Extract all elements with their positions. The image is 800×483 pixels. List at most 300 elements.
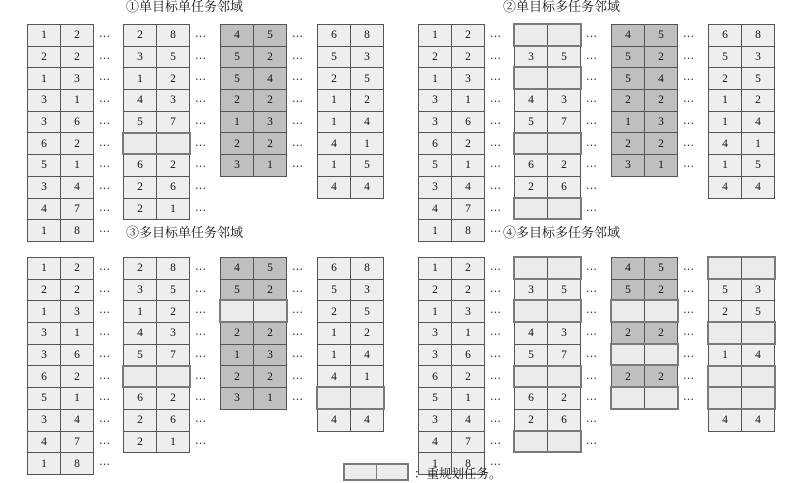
task-cell: 2 [419, 279, 452, 301]
task-cell: 3 [742, 279, 775, 301]
ellipsis: … [99, 411, 111, 425]
task-cell: 4 [515, 90, 548, 112]
grid-row [419, 409, 485, 431]
grid-row [221, 258, 287, 280]
grid-row [318, 366, 384, 388]
task-cell: 6 [419, 366, 452, 388]
ellipsis: … [99, 303, 111, 317]
task-cell: 3 [28, 323, 61, 345]
grid-row [515, 279, 581, 301]
task-cell: 4 [351, 111, 384, 133]
task-cell: 5 [221, 279, 254, 301]
grid-panel3-col3 [220, 257, 287, 410]
grid-row [318, 46, 384, 68]
grid-row [318, 258, 384, 280]
task-cell: 1 [351, 133, 384, 155]
grid-row [28, 111, 94, 133]
task-cell: 3 [28, 90, 61, 112]
grid-row [28, 176, 94, 198]
ellipsis: … [490, 433, 502, 447]
task-cell: 1 [318, 111, 351, 133]
task-cell: 3 [452, 68, 485, 90]
ellipsis: … [490, 135, 502, 149]
ellipsis: … [99, 433, 111, 447]
ellipsis: … [292, 303, 304, 317]
grid-row [419, 68, 485, 90]
task-cell: 7 [548, 111, 581, 133]
task-cell: 1 [254, 155, 287, 177]
grid-row [419, 301, 485, 323]
grid-row [124, 344, 190, 366]
task-cell: 2 [452, 366, 485, 388]
task-cell: 2 [318, 68, 351, 90]
task-cell: 5 [351, 301, 384, 323]
ellipsis: … [99, 135, 111, 149]
ellipsis: … [490, 346, 502, 360]
ellipsis: … [683, 135, 695, 149]
ellipsis: … [99, 48, 111, 62]
task-cell: 1 [61, 90, 94, 112]
replan-cell [548, 431, 581, 453]
task-cell: 2 [645, 279, 678, 301]
ellipsis: … [490, 281, 502, 295]
ellipsis: … [99, 325, 111, 339]
task-cell: 5 [157, 46, 190, 68]
ellipsis: … [292, 390, 304, 404]
task-cell: 1 [351, 366, 384, 388]
grid-row [419, 366, 485, 388]
task-cell: 4 [645, 68, 678, 90]
grid-row [221, 25, 287, 47]
panel-title-2: ②单目标多任务邻域 [503, 0, 621, 15]
task-cell: 3 [742, 46, 775, 68]
grid-panel1-col4 [317, 24, 384, 199]
task-cell: 6 [452, 111, 485, 133]
grid-row [612, 366, 678, 388]
task-cell: 7 [61, 198, 94, 220]
task-cell: 3 [419, 323, 452, 345]
grid-row [318, 409, 384, 431]
task-cell: 5 [709, 279, 742, 301]
grid-panel4-col1 [418, 257, 485, 475]
task-cell: 2 [612, 323, 645, 345]
task-cell: 3 [515, 46, 548, 68]
task-cell: 1 [709, 111, 742, 133]
grid-row [515, 133, 581, 155]
ellipsis: … [586, 303, 598, 317]
task-cell: 2 [157, 301, 190, 323]
task-cell: 1 [221, 111, 254, 133]
ellipsis: … [195, 325, 207, 339]
ellipsis: … [586, 368, 598, 382]
ellipsis: … [490, 260, 502, 273]
task-cell: 5 [351, 68, 384, 90]
grid-row [318, 111, 384, 133]
replan-cell [515, 258, 548, 280]
grid-row [221, 323, 287, 345]
grid-row [28, 323, 94, 345]
grid-row [515, 155, 581, 177]
ellipsis: … [292, 70, 304, 84]
grid-row [318, 25, 384, 47]
task-cell: 1 [124, 301, 157, 323]
grid-row [612, 25, 678, 47]
grid-row [419, 258, 485, 280]
task-cell: 2 [515, 176, 548, 198]
task-cell: 1 [452, 155, 485, 177]
grid-row [221, 301, 287, 323]
task-cell: 3 [419, 344, 452, 366]
replan-cell [515, 68, 548, 90]
task-cell: 2 [124, 176, 157, 198]
replan-cell [157, 366, 190, 388]
ellipsis: … [683, 70, 695, 84]
ellipsis: … [195, 411, 207, 425]
task-cell: 6 [124, 155, 157, 177]
grid-row [709, 301, 775, 323]
grid-row [221, 68, 287, 90]
grid-row [709, 25, 775, 47]
ellipsis: … [683, 390, 695, 404]
task-cell: 2 [254, 323, 287, 345]
replan-cell [612, 388, 645, 410]
grid-row [709, 279, 775, 301]
grid-row [612, 258, 678, 280]
task-cell: 3 [124, 279, 157, 301]
grid-row [28, 155, 94, 177]
grid-row [124, 133, 190, 155]
task-cell: 2 [254, 366, 287, 388]
task-cell: 2 [221, 90, 254, 112]
task-cell: 3 [548, 90, 581, 112]
task-cell: 2 [221, 133, 254, 155]
ellipsis: … [292, 260, 304, 273]
legend-replan-swatch [343, 463, 409, 481]
grid-row [515, 176, 581, 198]
task-cell: 2 [709, 68, 742, 90]
task-cell: 5 [124, 344, 157, 366]
task-cell: 4 [612, 25, 645, 47]
grid-row [709, 111, 775, 133]
ellipsis: … [292, 325, 304, 339]
replan-cell [548, 68, 581, 90]
grid-row [124, 46, 190, 68]
grid-row [28, 409, 94, 431]
replan-cell [515, 366, 548, 388]
grid-row [124, 176, 190, 198]
task-cell: 5 [742, 301, 775, 323]
replan-cell [515, 431, 548, 453]
grid-row [318, 176, 384, 198]
task-cell: 2 [61, 46, 94, 68]
ellipsis: … [99, 27, 111, 40]
grid-row [612, 133, 678, 155]
task-cell: 1 [419, 220, 452, 242]
task-cell: 1 [419, 301, 452, 323]
grid-row [124, 279, 190, 301]
task-cell: 5 [28, 155, 61, 177]
task-cell: 2 [124, 25, 157, 47]
grid-row [419, 388, 485, 410]
task-cell: 6 [548, 409, 581, 431]
task-cell: 1 [742, 133, 775, 155]
replan-cell [318, 388, 351, 410]
grid-row [515, 431, 581, 453]
grid-row [28, 68, 94, 90]
task-cell: 1 [61, 155, 94, 177]
task-cell: 5 [221, 68, 254, 90]
task-cell: 7 [61, 431, 94, 453]
ellipsis: … [490, 222, 502, 236]
task-cell: 4 [61, 176, 94, 198]
task-cell: 3 [254, 344, 287, 366]
task-cell: 8 [157, 258, 190, 280]
task-cell: 7 [548, 344, 581, 366]
ellipsis: … [99, 390, 111, 404]
grid-panel4-col3 [611, 257, 678, 410]
grid-row [515, 258, 581, 280]
ellipsis: … [490, 27, 502, 40]
replan-cell [221, 301, 254, 323]
ellipsis: … [586, 433, 598, 447]
grid-row [318, 323, 384, 345]
grid-row [612, 155, 678, 177]
task-cell: 1 [318, 155, 351, 177]
grid-row [515, 344, 581, 366]
task-cell: 4 [742, 176, 775, 198]
task-cell: 4 [124, 90, 157, 112]
grid-row [28, 133, 94, 155]
task-cell: 1 [318, 323, 351, 345]
task-cell: 4 [612, 258, 645, 280]
grid-row [28, 220, 94, 242]
grid-panel2-col1 [418, 24, 485, 242]
task-cell: 5 [548, 46, 581, 68]
grid-row [612, 90, 678, 112]
grid-row [318, 279, 384, 301]
task-cell: 2 [452, 279, 485, 301]
ellipsis: … [683, 368, 695, 382]
task-cell: 3 [221, 388, 254, 410]
task-cell: 6 [419, 133, 452, 155]
task-cell: 4 [709, 409, 742, 431]
ellipsis: … [586, 113, 598, 127]
task-cell: 4 [515, 323, 548, 345]
grid-panel1-col3 [220, 24, 287, 177]
ellipsis: … [490, 455, 502, 469]
grid-row [124, 25, 190, 47]
task-cell: 2 [61, 279, 94, 301]
grid-row [318, 301, 384, 323]
replan-cell [351, 388, 384, 410]
ellipsis: … [490, 48, 502, 62]
task-cell: 4 [318, 366, 351, 388]
ellipsis: … [586, 27, 598, 40]
grid-row [124, 90, 190, 112]
task-cell: 1 [61, 388, 94, 410]
ellipsis: … [586, 178, 598, 192]
ellipsis: … [99, 70, 111, 84]
task-cell: 4 [61, 409, 94, 431]
task-cell: 2 [645, 323, 678, 345]
ellipsis: … [586, 48, 598, 62]
task-cell: 5 [28, 388, 61, 410]
grid-row [419, 111, 485, 133]
task-cell: 3 [548, 323, 581, 345]
grid-row [612, 323, 678, 345]
task-cell: 2 [28, 46, 61, 68]
task-cell: 2 [419, 46, 452, 68]
ellipsis: … [586, 325, 598, 339]
replan-cell [742, 258, 775, 280]
ellipsis: … [292, 157, 304, 171]
task-cell: 4 [742, 409, 775, 431]
task-cell: 2 [452, 25, 485, 47]
ellipsis: … [683, 303, 695, 317]
grid-row [28, 453, 94, 475]
ellipsis: … [292, 346, 304, 360]
task-cell: 2 [28, 279, 61, 301]
task-cell: 6 [515, 388, 548, 410]
ellipsis: … [586, 70, 598, 84]
task-cell: 7 [452, 198, 485, 220]
grid-row [515, 366, 581, 388]
ellipsis: … [490, 113, 502, 127]
grid-row [612, 46, 678, 68]
task-cell: 5 [318, 46, 351, 68]
ellipsis: … [490, 70, 502, 84]
replan-cell [709, 366, 742, 388]
task-cell: 1 [318, 344, 351, 366]
task-cell: 6 [157, 409, 190, 431]
task-cell: 2 [221, 366, 254, 388]
task-cell: 8 [452, 453, 485, 475]
grid-row [318, 155, 384, 177]
ellipsis: … [683, 260, 695, 273]
task-cell: 5 [419, 388, 452, 410]
task-cell: 2 [318, 301, 351, 323]
task-cell: 2 [254, 279, 287, 301]
task-cell: 4 [351, 176, 384, 198]
grid-row [124, 68, 190, 90]
task-cell: 5 [612, 46, 645, 68]
ellipsis: … [586, 281, 598, 295]
task-cell: 1 [318, 90, 351, 112]
grid-row [419, 25, 485, 47]
task-cell: 3 [28, 344, 61, 366]
replan-cell [548, 301, 581, 323]
grid-row [709, 323, 775, 345]
grid-row [318, 344, 384, 366]
task-cell: 2 [742, 90, 775, 112]
task-cell: 2 [612, 90, 645, 112]
ellipsis: … [683, 48, 695, 62]
task-cell: 4 [709, 133, 742, 155]
replan-cell [709, 258, 742, 280]
ellipsis: … [490, 390, 502, 404]
grid-row [28, 25, 94, 47]
task-cell: 3 [419, 176, 452, 198]
ellipsis: … [99, 178, 111, 192]
task-cell: 1 [709, 90, 742, 112]
grid-row [124, 258, 190, 280]
ellipsis: … [292, 92, 304, 106]
ellipsis: … [683, 113, 695, 127]
grid-row [221, 388, 287, 410]
replan-cell [612, 344, 645, 366]
ellipsis: … [586, 260, 598, 273]
task-cell: 8 [61, 453, 94, 475]
task-cell: 1 [452, 388, 485, 410]
task-cell: 2 [124, 431, 157, 453]
task-cell: 6 [452, 344, 485, 366]
task-cell: 2 [709, 301, 742, 323]
grid-row [28, 301, 94, 323]
task-cell: 1 [28, 258, 61, 280]
ellipsis: … [195, 48, 207, 62]
replan-cell [645, 344, 678, 366]
ellipsis: … [586, 157, 598, 171]
grid-row [124, 388, 190, 410]
grid-row [612, 301, 678, 323]
grid-row [419, 176, 485, 198]
task-cell: 5 [548, 279, 581, 301]
grid-row [709, 366, 775, 388]
task-cell: 8 [61, 220, 94, 242]
grid-row [28, 46, 94, 68]
task-cell: 3 [645, 111, 678, 133]
ellipsis: … [683, 281, 695, 295]
grid-row [515, 198, 581, 220]
ellipsis: … [99, 455, 111, 469]
task-cell: 3 [419, 409, 452, 431]
task-cell: 5 [254, 25, 287, 47]
ellipsis: … [490, 92, 502, 106]
task-cell: 6 [709, 25, 742, 47]
grid-panel4-col2 [514, 257, 581, 453]
grid-row [419, 198, 485, 220]
task-cell: 1 [221, 344, 254, 366]
task-cell: 5 [645, 258, 678, 280]
panel-title-4: ④多目标多任务邻域 [503, 226, 621, 241]
task-cell: 5 [645, 25, 678, 47]
task-cell: 2 [612, 133, 645, 155]
grid-panel3-col2 [123, 257, 190, 453]
task-cell: 2 [548, 155, 581, 177]
grid-row [709, 388, 775, 410]
task-cell: 2 [645, 366, 678, 388]
ellipsis: … [292, 135, 304, 149]
grid-row [709, 46, 775, 68]
task-cell: 8 [452, 220, 485, 242]
task-cell: 2 [645, 90, 678, 112]
task-cell: 4 [221, 258, 254, 280]
task-cell: 4 [709, 176, 742, 198]
task-cell: 2 [221, 323, 254, 345]
ellipsis: … [586, 346, 598, 360]
task-cell: 2 [645, 133, 678, 155]
replan-cell [548, 133, 581, 155]
task-cell: 6 [157, 176, 190, 198]
task-cell: 2 [254, 90, 287, 112]
grid-row [612, 111, 678, 133]
grid-row [515, 90, 581, 112]
grid-panel1-col2 [123, 24, 190, 220]
grid-row [709, 258, 775, 280]
ellipsis: … [195, 113, 207, 127]
task-cell: 1 [612, 111, 645, 133]
grid-row [124, 301, 190, 323]
